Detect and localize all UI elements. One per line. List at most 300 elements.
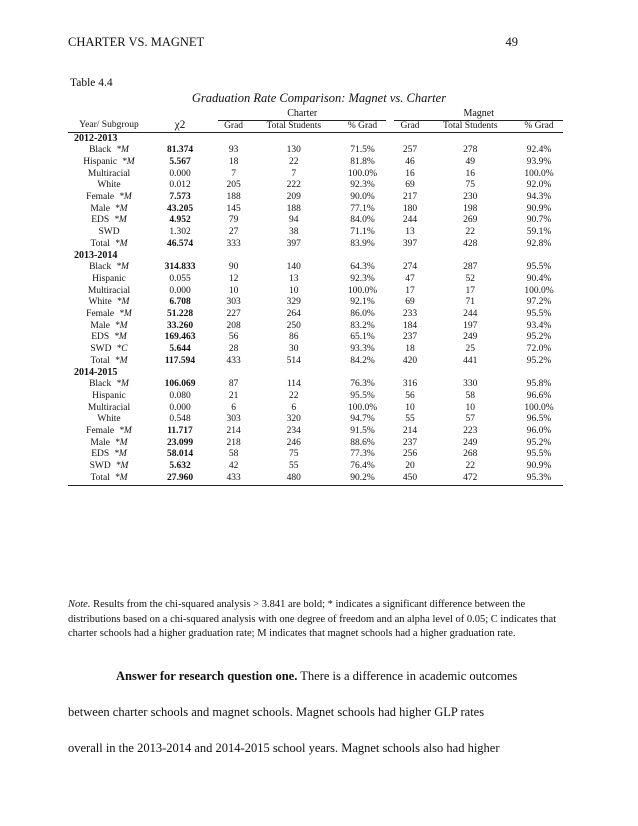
table-row xyxy=(68,157,563,169)
magnet-grad-cell: 274 xyxy=(402,262,418,273)
chi-square-cell: 43.205 xyxy=(166,203,194,214)
magnet-pct-cell: 96.5% xyxy=(526,414,552,425)
subgroup-cell xyxy=(68,169,150,181)
charter-grad-cell: 208 xyxy=(226,320,241,331)
subgroup-cell xyxy=(68,204,150,216)
charter-total-cell: 86 xyxy=(289,332,299,343)
subgroup-name: Black xyxy=(89,262,112,273)
charter-total-cell: 38 xyxy=(289,227,299,238)
charter-total-cell: 10 xyxy=(289,285,299,296)
magnet-pct-cell: 90.9% xyxy=(526,203,552,214)
magnet-total-cell: 441 xyxy=(463,355,478,366)
subgroup-cell xyxy=(68,239,150,251)
significance-marker: *M xyxy=(114,203,128,214)
charter-total-cell: 114 xyxy=(286,379,301,390)
charter-total-cell: 329 xyxy=(286,297,301,308)
table-row xyxy=(68,286,563,298)
charter-pct-cell: 92.3% xyxy=(350,273,375,284)
significance-marker: *M xyxy=(116,379,129,390)
magnet-total-cell: 230 xyxy=(463,191,478,202)
subgroup-name: Female xyxy=(86,308,115,319)
body-line-1-text: There is a difference in academic outcomes xyxy=(297,669,518,683)
subgroup-cell xyxy=(68,227,150,239)
chi-square-cell: 117.594 xyxy=(164,355,196,366)
significance-marker: *M xyxy=(116,145,129,156)
chi-square-cell: 6.708 xyxy=(169,297,191,308)
subgroup-name: Total xyxy=(90,355,110,366)
subgroup-cell xyxy=(68,286,150,298)
magnet-total-cell: 10 xyxy=(465,402,476,413)
subgroup-name: Multiracial xyxy=(87,402,131,413)
chi-square-cell: 23.099 xyxy=(166,437,194,448)
charter-grad-cell: 7 xyxy=(231,168,236,179)
magnet-grad-cell: 214 xyxy=(402,425,418,436)
magnet-pct-cell: 94.3% xyxy=(526,191,552,202)
table-row xyxy=(68,461,563,473)
magnet-grad-cell: 46 xyxy=(405,156,415,167)
magnet-total-cell: 52 xyxy=(465,273,476,284)
chi-square-cell: 5.644 xyxy=(169,344,191,355)
subgroup-name: Hispanic xyxy=(92,273,126,284)
magnet-pct-cell: 100.0% xyxy=(524,285,554,296)
magnet-total-cell: 22 xyxy=(465,227,476,238)
charter-grad-cell: 333 xyxy=(226,238,241,249)
magnet-total-cell: 269 xyxy=(463,215,478,226)
charter-grad-cell: 214 xyxy=(226,425,241,436)
subgroup-name: Multiracial xyxy=(87,168,131,179)
chi-square-cell: 0.012 xyxy=(169,180,191,191)
magnet-grad-cell: 184 xyxy=(402,320,418,331)
chi-square-cell: 314.833 xyxy=(164,262,196,273)
table-row xyxy=(68,145,563,157)
magnet-total-cell: 330 xyxy=(463,379,478,390)
running-head xyxy=(68,35,518,50)
table-row xyxy=(68,321,563,333)
magnet-pct-cell: 72.0% xyxy=(526,344,552,355)
year-label: 2014-2015 xyxy=(74,367,118,379)
magnet-pct-cell: 95.5% xyxy=(526,262,552,273)
chi-square-header: χ2 xyxy=(150,120,210,133)
charter-grad-cell: 205 xyxy=(226,180,241,191)
charter-total-cell: 320 xyxy=(286,414,301,425)
charter-total-cell: 7 xyxy=(291,168,297,179)
magnet-pct-cell: 96.0% xyxy=(526,425,552,436)
table-row xyxy=(68,391,563,403)
significance-marker: *M xyxy=(114,355,128,366)
magnet-total-cell: 287 xyxy=(463,262,478,273)
chi-square-cell: 46.574 xyxy=(166,238,194,249)
charter-grad-cell: 218 xyxy=(226,437,241,448)
magnet-grad-cell: 233 xyxy=(402,308,418,319)
magnet-pct-cell: 95.3% xyxy=(515,473,563,485)
body-text xyxy=(68,658,573,766)
charter-pct-cell: 84.2% xyxy=(350,355,375,366)
table-row xyxy=(68,379,563,391)
magnet-grad-cell: 420 xyxy=(402,355,418,366)
subgroup-name: Total xyxy=(90,472,110,483)
magnet-grad-cell: 47 xyxy=(405,273,415,284)
year-row xyxy=(68,367,563,379)
significance-marker: *M xyxy=(114,215,127,226)
charter-pct-cell: 93.3% xyxy=(350,344,375,355)
magnet-pct-cell: 95.5% xyxy=(526,449,552,460)
charter-grad-cell: 12 xyxy=(228,273,239,284)
chi-square-cell: 5.632 xyxy=(169,461,191,472)
charter-pct-cell: 77.1% xyxy=(350,203,375,214)
magnet-pct-cell: 95.2% xyxy=(526,437,552,448)
charter-pct-cell: 71.1% xyxy=(350,227,375,238)
charter-grad-cell: 79 xyxy=(228,215,239,226)
charter-total-cell: 13 xyxy=(289,273,299,284)
magnet-pct-cell: 90.7% xyxy=(526,215,552,226)
charter-pct-cell: 100.0% xyxy=(347,402,378,413)
charter-pct-cell: 83.9% xyxy=(350,238,375,249)
magnet-grad-cell: 13 xyxy=(405,227,415,238)
magnet-grad-cell: 397 xyxy=(402,238,418,249)
significance-marker: *M xyxy=(115,461,129,472)
chi-square-cell: 4.952 xyxy=(169,215,191,226)
charter-pct-cell: 83.2% xyxy=(350,320,375,331)
charter-pct-cell: 64.3% xyxy=(350,262,375,273)
charter-grad-cell: 56 xyxy=(228,332,239,343)
charter-pct-cell: 77.3% xyxy=(350,449,375,460)
magnet-pct-cell: 90.4% xyxy=(526,273,552,284)
charter-pct-cell: 94.7% xyxy=(350,414,375,425)
graduation-rate-table xyxy=(68,108,563,486)
magnet-grad-cell: 257 xyxy=(402,145,418,156)
charter-total-cell: 209 xyxy=(286,191,301,202)
table-row xyxy=(68,449,563,461)
charter-pct-cell: 76.4% xyxy=(350,461,375,472)
charter-grad-cell: 303 xyxy=(226,414,241,425)
magnet-total-cell: 22 xyxy=(465,461,476,472)
magnet-grad-cell: 17 xyxy=(405,285,415,296)
chi-square-cell: 169.463 xyxy=(164,332,196,343)
subgroup-name: SWD xyxy=(89,461,111,472)
chi-square-cell: 106.069 xyxy=(164,379,196,390)
significance-marker: *M xyxy=(119,425,132,436)
magnet-pct-cell: 93.9% xyxy=(526,156,552,167)
charter-grad-cell: 18 xyxy=(228,156,239,167)
subgroup-name: SWD xyxy=(98,227,120,238)
subgroup-cell xyxy=(68,438,150,450)
subgroup-cell xyxy=(68,215,150,227)
charter-grad-cell: 58 xyxy=(228,449,239,460)
charter-pct-cell: 90.0% xyxy=(350,191,375,202)
magnet-grad-cell: 180 xyxy=(402,203,418,214)
charter-grad-header: Grad xyxy=(218,120,249,133)
charter-total-header: Total Students xyxy=(249,120,338,133)
subgroup-name: EDS xyxy=(91,215,110,226)
subgroup-cell xyxy=(68,449,150,461)
magnet-grad-cell: 256 xyxy=(402,449,418,460)
chi-square-cell: 0.000 xyxy=(169,402,191,413)
body-paragraph-line-3: overall in the 2013-2014 and 2014-2015 school years. Magnet schools also had higher xyxy=(68,741,500,755)
charter-pct-cell: 88.6% xyxy=(350,437,375,448)
charter-grad-cell: 10 xyxy=(228,285,239,296)
subgroup-name: Male xyxy=(90,203,110,214)
magnet-pct-cell: 92.4% xyxy=(526,145,552,156)
subgroup-name: White xyxy=(97,180,121,191)
year-subgroup-header: Year/ Subgroup xyxy=(68,120,150,133)
magnet-total-cell: 223 xyxy=(463,425,478,436)
subgroup-name: Multiracial xyxy=(87,285,131,296)
charter-total-cell: 30 xyxy=(289,344,299,355)
table-group-header-row xyxy=(68,108,563,120)
subgroup-cell xyxy=(68,414,150,426)
subgroup-cell xyxy=(68,180,150,192)
charter-total-cell: 6 xyxy=(291,402,297,413)
magnet-grad-cell: 316 xyxy=(402,379,418,390)
charter-grad-cell: 21 xyxy=(228,390,239,401)
subgroup-cell xyxy=(68,379,150,391)
table-row xyxy=(68,227,563,239)
magnet-grad-cell: 55 xyxy=(405,414,415,425)
table-row xyxy=(68,344,563,356)
magnet-grad-cell: 56 xyxy=(405,390,415,401)
body-paragraph-line-2: between charter schools and magnet schools. Magnet schools had higher GLP rates xyxy=(68,705,485,719)
subgroup-cell xyxy=(68,145,150,157)
charter-total-cell: 140 xyxy=(286,262,301,273)
significance-marker: *M xyxy=(114,320,128,331)
note-label: Note. xyxy=(68,599,91,610)
charter-pct-cell: 71.5% xyxy=(350,145,375,156)
charter-total-cell: 222 xyxy=(286,180,301,191)
significance-marker: *M xyxy=(116,262,129,273)
magnet-grad-header: Grad xyxy=(394,120,425,133)
magnet-total-cell: 244 xyxy=(463,308,478,319)
table-row xyxy=(68,297,563,309)
subgroup-name: Hispanic xyxy=(83,156,118,167)
magnet-total-cell: 49 xyxy=(465,156,476,167)
table-row xyxy=(68,204,563,216)
magnet-pct-cell: 93.4% xyxy=(526,320,552,331)
subgroup-cell xyxy=(68,262,150,274)
subgroup-name: Male xyxy=(90,320,110,331)
charter-grad-cell: 303 xyxy=(226,297,241,308)
significance-marker: *M xyxy=(114,437,128,448)
magnet-grad-cell: 450 xyxy=(394,473,425,485)
subgroup-name: White xyxy=(97,414,121,425)
magnet-grad-cell: 237 xyxy=(402,437,418,448)
charter-pct-cell: 91.5% xyxy=(350,425,375,436)
charter-group-header: Charter xyxy=(218,108,386,120)
chi-square-cell: 5.567 xyxy=(169,156,191,167)
magnet-total-cell: 197 xyxy=(463,320,478,331)
charter-grad-cell: 433 xyxy=(218,473,249,485)
chi-square-cell: 1.302 xyxy=(169,227,191,238)
chi-square-cell: 7.573 xyxy=(169,191,191,202)
subgroup-name: Hispanic xyxy=(92,390,126,401)
running-head-title: CHARTER VS. MAGNET xyxy=(68,35,205,49)
subgroup-cell xyxy=(68,309,150,321)
significance-marker: *M xyxy=(114,332,127,343)
subgroup-cell xyxy=(68,473,150,485)
chi-square-cell: 0.080 xyxy=(169,390,191,401)
magnet-grad-cell: 16 xyxy=(405,168,415,179)
magnet-pct-cell: 59.1% xyxy=(526,227,552,238)
table-row xyxy=(68,180,563,192)
page-number: 49 xyxy=(505,35,518,49)
charter-grad-cell: 42 xyxy=(228,461,239,472)
charter-total-cell: 234 xyxy=(286,425,301,436)
magnet-total-cell: 198 xyxy=(463,203,478,214)
chi-square-cell: 51.228 xyxy=(166,308,194,319)
magnet-total-cell: 428 xyxy=(463,238,478,249)
chi-square-cell: 0.000 xyxy=(169,168,191,179)
subgroup-name: Male xyxy=(90,437,110,448)
chi-square-cell: 27.960 xyxy=(150,473,210,485)
subgroup-cell xyxy=(68,344,150,356)
significance-marker: *M xyxy=(116,297,130,308)
charter-pct-header: % Grad xyxy=(338,120,386,133)
magnet-total-cell: 278 xyxy=(463,145,478,156)
subgroup-cell xyxy=(68,461,150,473)
significance-marker: *M xyxy=(114,472,128,483)
charter-grad-cell: 6 xyxy=(231,402,236,413)
chi-square-cell: 0.000 xyxy=(169,285,191,296)
subgroup-cell xyxy=(68,192,150,204)
magnet-pct-cell: 100.0% xyxy=(524,168,554,179)
charter-pct-cell: 84.0% xyxy=(350,215,375,226)
magnet-total-cell: 16 xyxy=(465,168,476,179)
magnet-grad-cell: 18 xyxy=(405,344,415,355)
charter-pct-cell: 86.0% xyxy=(350,308,375,319)
table-row xyxy=(68,414,563,426)
note-text: Results from the chi-squared analysis > 3.841 are bold; * indicates a significant difference between the distributions based on a chi-squared analysis with one degree of freedom and an alpha level of 0.05; C indicates that charter schools had a higher graduation rate; M indicates that magnet schools had a higher graduation rate. xyxy=(68,599,557,639)
chi-square-cell: 11.717 xyxy=(167,425,193,436)
magnet-total-cell: 75 xyxy=(465,180,476,191)
charter-total-cell: 22 xyxy=(289,156,299,167)
charter-pct-cell: 92.1% xyxy=(350,297,375,308)
subgroup-name: Black xyxy=(89,145,112,156)
table-row xyxy=(68,239,563,251)
magnet-pct-cell: 90.9% xyxy=(526,461,552,472)
magnet-pct-cell: 95.2% xyxy=(526,355,552,366)
charter-grad-cell: 145 xyxy=(226,203,241,214)
magnet-pct-cell: 92.8% xyxy=(526,238,552,249)
charter-total-cell: 94 xyxy=(289,215,299,226)
magnet-pct-header: % Grad xyxy=(515,120,563,133)
subgroup-name: White xyxy=(88,297,112,308)
magnet-pct-cell: 95.5% xyxy=(526,308,552,319)
chi-square-cell: 33.260 xyxy=(166,320,194,331)
year-label: 2012-2013 xyxy=(74,133,118,145)
magnet-pct-cell: 92.0% xyxy=(526,180,552,191)
subgroup-name: EDS xyxy=(91,449,110,460)
magnet-grad-cell: 244 xyxy=(402,215,418,226)
magnet-total-cell: 71 xyxy=(465,297,476,308)
table-row xyxy=(68,356,563,368)
magnet-total-cell: 268 xyxy=(463,449,478,460)
charter-grad-cell: 87 xyxy=(228,379,239,390)
magnet-total-cell: 58 xyxy=(465,390,476,401)
table-row xyxy=(68,215,563,227)
significance-marker: *M xyxy=(122,156,135,167)
subgroup-cell xyxy=(68,321,150,333)
magnet-grad-cell: 20 xyxy=(405,461,415,472)
charter-total-cell: 250 xyxy=(286,320,301,331)
magnet-grad-cell: 69 xyxy=(405,180,415,191)
magnet-pct-cell: 97.2% xyxy=(526,297,552,308)
subgroup-name: Female xyxy=(86,191,115,202)
magnet-total-cell: 472 xyxy=(426,473,515,485)
magnet-total-cell: 17 xyxy=(465,285,476,296)
magnet-pct-cell: 95.2% xyxy=(526,332,552,343)
magnet-grad-cell: 237 xyxy=(402,332,418,343)
subgroup-cell xyxy=(68,157,150,169)
subgroup-cell xyxy=(68,391,150,403)
charter-total-cell: 397 xyxy=(286,238,301,249)
subgroup-cell xyxy=(68,274,150,286)
table-row xyxy=(68,192,563,204)
charter-pct-cell: 76.3% xyxy=(350,379,375,390)
charter-grad-cell: 27 xyxy=(228,227,239,238)
significance-marker: *M xyxy=(119,308,132,319)
subgroup-name: EDS xyxy=(91,332,110,343)
table-row xyxy=(68,426,563,438)
charter-grad-cell: 433 xyxy=(226,355,241,366)
charter-total-cell: 246 xyxy=(286,437,301,448)
charter-total-cell: 55 xyxy=(289,461,299,472)
year-row xyxy=(68,250,563,262)
magnet-group-header: Magnet xyxy=(394,108,563,120)
charter-grad-cell: 93 xyxy=(228,145,239,156)
table-row xyxy=(68,262,563,274)
chi-square-cell: 0.055 xyxy=(169,273,191,284)
magnet-total-cell: 25 xyxy=(465,344,476,355)
subgroup-cell xyxy=(68,426,150,438)
significance-marker: *M xyxy=(119,191,132,202)
charter-total-cell: 514 xyxy=(286,355,301,366)
table-row xyxy=(68,473,563,485)
chi-square-cell: 0.548 xyxy=(169,414,191,425)
charter-pct-cell: 95.5% xyxy=(350,390,375,401)
year-row xyxy=(68,133,563,145)
magnet-total-cell: 57 xyxy=(465,414,476,425)
charter-grad-cell: 28 xyxy=(228,344,239,355)
subgroup-name: Black xyxy=(89,379,112,390)
magnet-pct-cell: 96.6% xyxy=(526,390,552,401)
charter-grad-cell: 227 xyxy=(226,308,241,319)
magnet-grad-cell: 217 xyxy=(402,191,418,202)
table-note xyxy=(68,598,573,642)
charter-grad-cell: 90 xyxy=(228,262,239,273)
table-label: Table 4.4 xyxy=(70,77,113,89)
significance-marker: *M xyxy=(114,449,127,460)
charter-pct-cell: 100.0% xyxy=(347,168,378,179)
magnet-grad-cell: 10 xyxy=(405,402,415,413)
table-row xyxy=(68,309,563,321)
table-row xyxy=(68,403,563,415)
subgroup-cell xyxy=(68,403,150,415)
subgroup-name: SWD xyxy=(90,344,112,355)
magnet-total-header: Total Students xyxy=(426,120,515,133)
magnet-total-cell: 249 xyxy=(463,437,478,448)
research-question-heading: Answer for research question one. xyxy=(116,669,298,683)
charter-pct-cell: 65.1% xyxy=(350,332,375,343)
charter-pct-cell: 81.8% xyxy=(350,156,375,167)
charter-grad-cell: 188 xyxy=(226,191,241,202)
subgroup-cell xyxy=(68,297,150,309)
magnet-pct-cell: 100.0% xyxy=(524,402,554,413)
table-title: Graduation Rate Comparison: Magnet vs. Charter xyxy=(191,91,447,105)
subgroup-name: Female xyxy=(86,425,115,436)
significance-marker: *C xyxy=(116,344,128,355)
charter-total-cell: 130 xyxy=(286,145,301,156)
charter-total-cell: 480 xyxy=(249,473,338,485)
chi-square-cell: 58.014 xyxy=(166,449,194,460)
